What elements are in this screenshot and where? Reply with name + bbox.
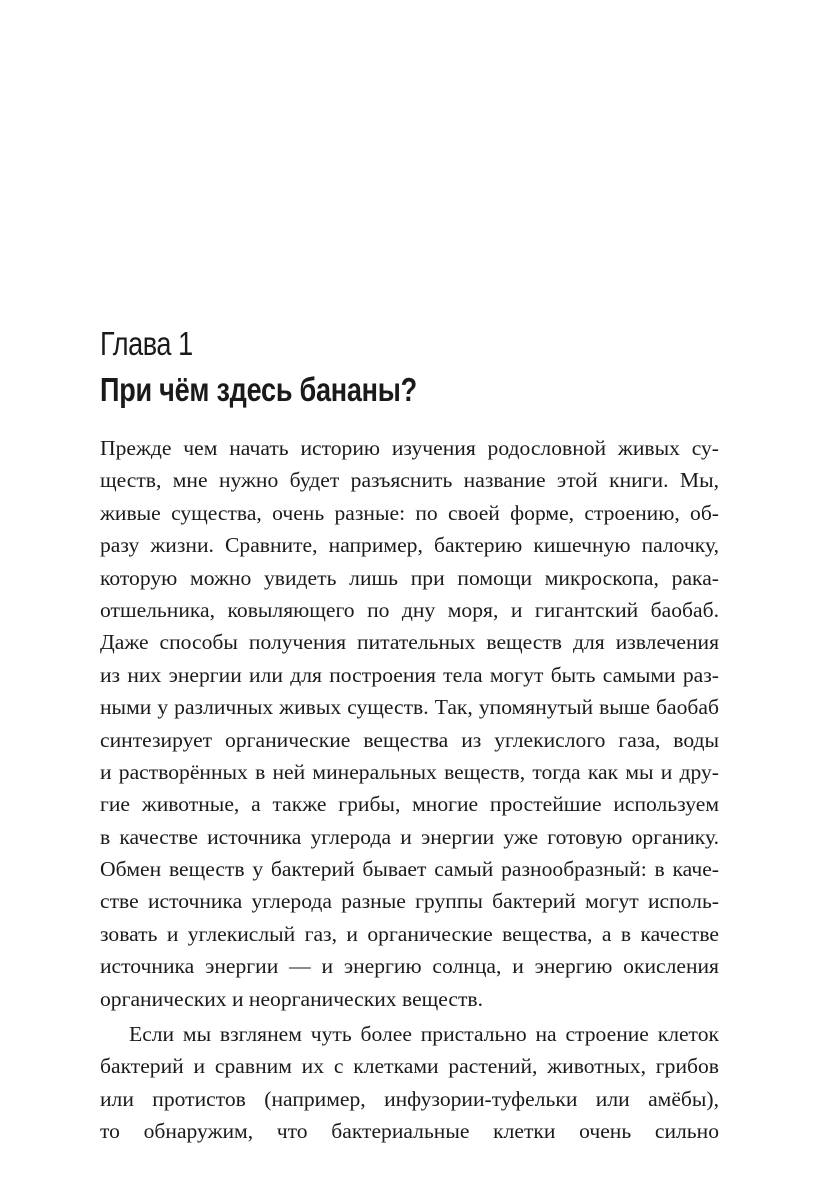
text-line: отшельника, ковыляющего по дну моря, и гигантский баобаб. [100, 597, 719, 622]
text-line: зовать и углекислый газ, и органические вещества, а в качестве [100, 921, 719, 946]
text-line: живые существа, очень разные: по своей форме, строению, об- [100, 500, 719, 525]
chapter-body [100, 432, 719, 1148]
text-line: источника энергии — и энергию солнца, и энергию окисления [100, 954, 719, 979]
chapter-title: При чём здесь бананы? [100, 371, 417, 408]
text-line: и растворённых в ней минеральных веществ, тогда как мы и дру- [100, 759, 719, 784]
text-line: органических и неорганических веществ. [100, 986, 484, 1011]
text-line: ными у различных живых существ. Так, упомянутый выше баобаб [100, 695, 719, 720]
text-line: или протистов (например, инфузории-туфельки или амёбы), [100, 1086, 719, 1111]
text-line: Даже способы получения питательных веществ для извлечения [100, 630, 719, 655]
text-line: бактерий и сравним их с клетками растений, животных, грибов [100, 1054, 719, 1079]
paragraph-2 [100, 1018, 719, 1148]
text-line: стве источника углерода разные группы бактерий могут исполь- [100, 889, 719, 914]
text-line: синтезирует органические вещества из углекислого газа, воды [100, 727, 719, 752]
text-line: Если мы взглянем чуть более пристально на строение клеток [129, 1022, 719, 1047]
text-line: гие животные, а также грибы, многие простейшие используем [100, 792, 719, 817]
paragraph-1 [100, 432, 719, 1015]
chapter-label: Глава 1 [100, 325, 193, 362]
text-line: то обнаружим, что бактериальные клетки очень сильно [100, 1119, 719, 1144]
text-line: в качестве источника углерода и энергии уже готовую органику. [100, 824, 719, 849]
text-line: которую можно увидеть лишь при помощи микроскопа, рака- [100, 565, 719, 590]
text-line: разу жизни. Сравните, например, бактерию кишечную палочку, [100, 533, 719, 558]
text-line: Прежде чем начать историю изучения родословной живых су- [100, 436, 719, 460]
text-line: из них энергии или для построения тела могут быть самыми раз- [100, 662, 719, 687]
text-line: Обмен веществ у бактерий бывает самый разнообразный: в каче- [100, 857, 719, 882]
text-line: ществ, мне нужно будет разъяснить название этой книги. Мы, [100, 468, 719, 493]
